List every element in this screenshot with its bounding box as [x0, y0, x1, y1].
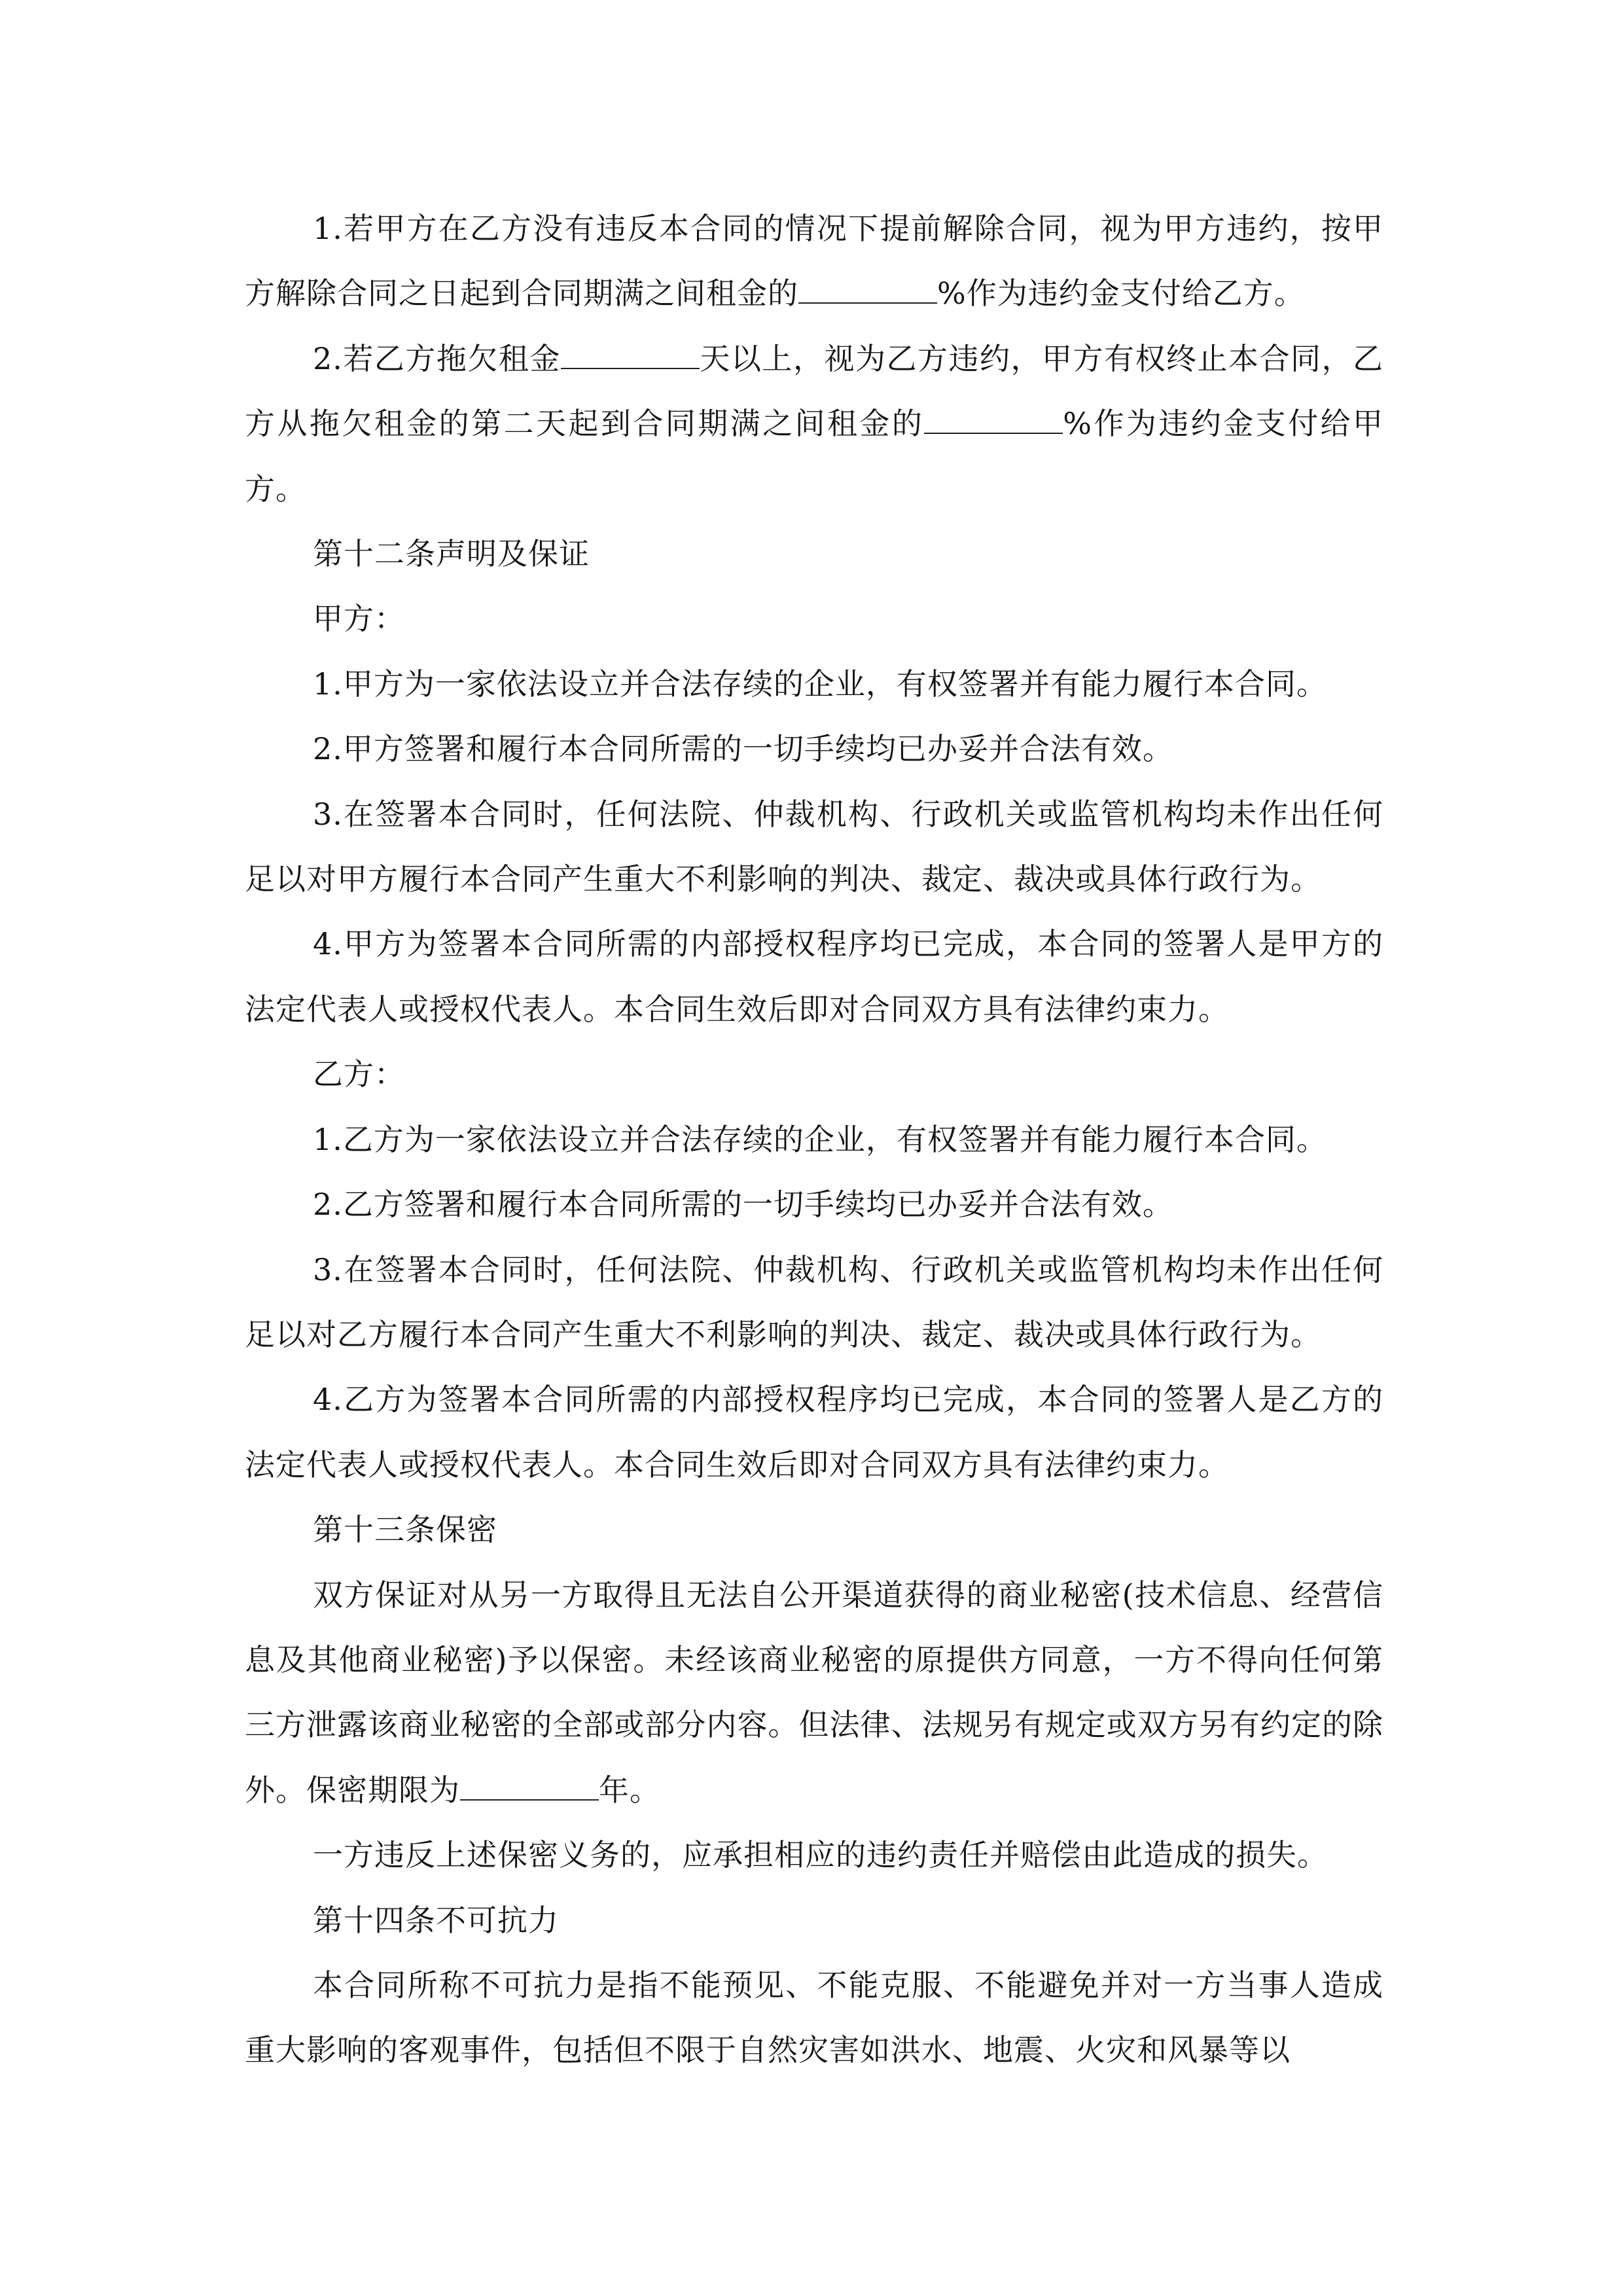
paragraph-text: %作为违约金支付给乙方。	[937, 276, 1305, 312]
label-text: 甲方：	[313, 601, 405, 637]
paragraph-text: 1.若甲方在乙方没有违反本合同的情况下提前解除合同，视为甲方违约，按甲方解除合同之日起到合同期满之间租金的	[245, 211, 1383, 312]
paragraph-text: 天以上，视为乙方违约，甲方有权终止本合同，乙方从拖欠租金的第二天起到合同期满之间租金的	[245, 340, 1384, 442]
paragraph-clause-11-1	[245, 196, 1383, 327]
paragraph-clause-11-2	[245, 327, 1383, 522]
paragraph-text: 3.在签署本合同时，任何法院、仲裁机构、行政机关或监管机构均未作出任何足以对乙方履行本合同产生重大不利影响的判决、裁定、裁决或具体行政行为。	[245, 1251, 1383, 1352]
paragraph-confidentiality	[245, 1563, 1383, 1823]
article-13-heading	[245, 1498, 1383, 1562]
paragraph-text: 2.乙方签署和履行本合同所需的一切手续均已办妥并合法有效。	[313, 1187, 1173, 1223]
party-a-label	[245, 586, 1383, 651]
paragraph-text: %作为违约金支付给甲方。	[245, 406, 1383, 507]
paragraph-confidentiality-breach	[245, 1823, 1383, 1888]
fill-in-blank[interactable]	[924, 406, 1063, 434]
article-14-heading	[245, 1888, 1383, 1953]
paragraph-force-majeure	[245, 1953, 1383, 2083]
heading-text: 第十四条不可抗力	[313, 1902, 559, 1938]
paragraph-text: 2.若乙方拖欠租金	[313, 340, 561, 376]
label-text: 乙方：	[313, 1056, 405, 1092]
paragraph-party-a-4	[245, 912, 1383, 1042]
paragraph-text: 本合同所称不可抗力是指不能预见、不能克服、不能避免并对一方当事人造成重大影响的客观事件，包括但不限于自然灾害如洪水、地震、火灾和风暴等以	[245, 1967, 1383, 2068]
fill-in-blank[interactable]	[460, 1773, 599, 1801]
paragraph-party-a-2	[245, 717, 1383, 781]
paragraph-party-b-1	[245, 1107, 1383, 1172]
fill-in-blank[interactable]	[798, 276, 937, 304]
paragraph-text: 4.乙方为签署本合同所需的内部授权程序均已完成，本合同的签署人是乙方的法定代表人或授权代表人。本合同生效后即对合同双方具有法律约束力。	[245, 1382, 1383, 1482]
paragraph-text: 3.在签署本合同时，任何法院、仲裁机构、行政机关或监管机构均未作出任何足以对甲方履行本合同产生重大不利影响的判决、裁定、裁决或具体行政行为。	[245, 796, 1383, 897]
article-12-heading	[245, 522, 1383, 586]
paragraph-text: 1.甲方为一家依法设立并合法存续的企业，有权签署并有能力履行本合同。	[313, 666, 1327, 702]
paragraph-text: 年。	[599, 1772, 660, 1808]
paragraph-party-b-3	[245, 1238, 1383, 1368]
paragraph-party-a-3	[245, 782, 1383, 912]
heading-text: 第十二条声明及保证	[313, 536, 590, 572]
heading-text: 第十三条保密	[313, 1512, 497, 1548]
paragraph-text: 一方违反上述保密义务的，应承担相应的违约责任并赔偿由此造成的损失。	[313, 1837, 1328, 1873]
party-b-label	[245, 1042, 1383, 1107]
paragraph-party-b-2	[245, 1172, 1383, 1237]
paragraph-text: 4.甲方为签署本合同所需的内部授权程序均已完成，本合同的签署人是甲方的法定代表人或授权代表人。本合同生效后即对合同双方具有法律约束力。	[245, 926, 1383, 1027]
document-body	[245, 196, 1383, 2083]
paragraph-party-b-4	[245, 1367, 1383, 1498]
paragraph-text: 双方保证对从另一方取得且无法自公开渠道获得的商业秘密(技术信息、经营信息及其他商业秘密)予以保密。未经该商业秘密的原提供方同意，一方不得向任何第三方泄露该商业秘密的全部或部分内容。但法律、法规另有规定或双方另有约定的除外。保密期限为	[245, 1577, 1383, 1808]
paragraph-text: 1.乙方为一家依法设立并合法存续的企业，有权签署并有能力履行本合同。	[313, 1121, 1327, 1157]
fill-in-blank[interactable]	[561, 342, 700, 369]
paragraph-text: 2.甲方签署和履行本合同所需的一切手续均已办妥并合法有效。	[313, 731, 1173, 767]
paragraph-party-a-1	[245, 652, 1383, 717]
